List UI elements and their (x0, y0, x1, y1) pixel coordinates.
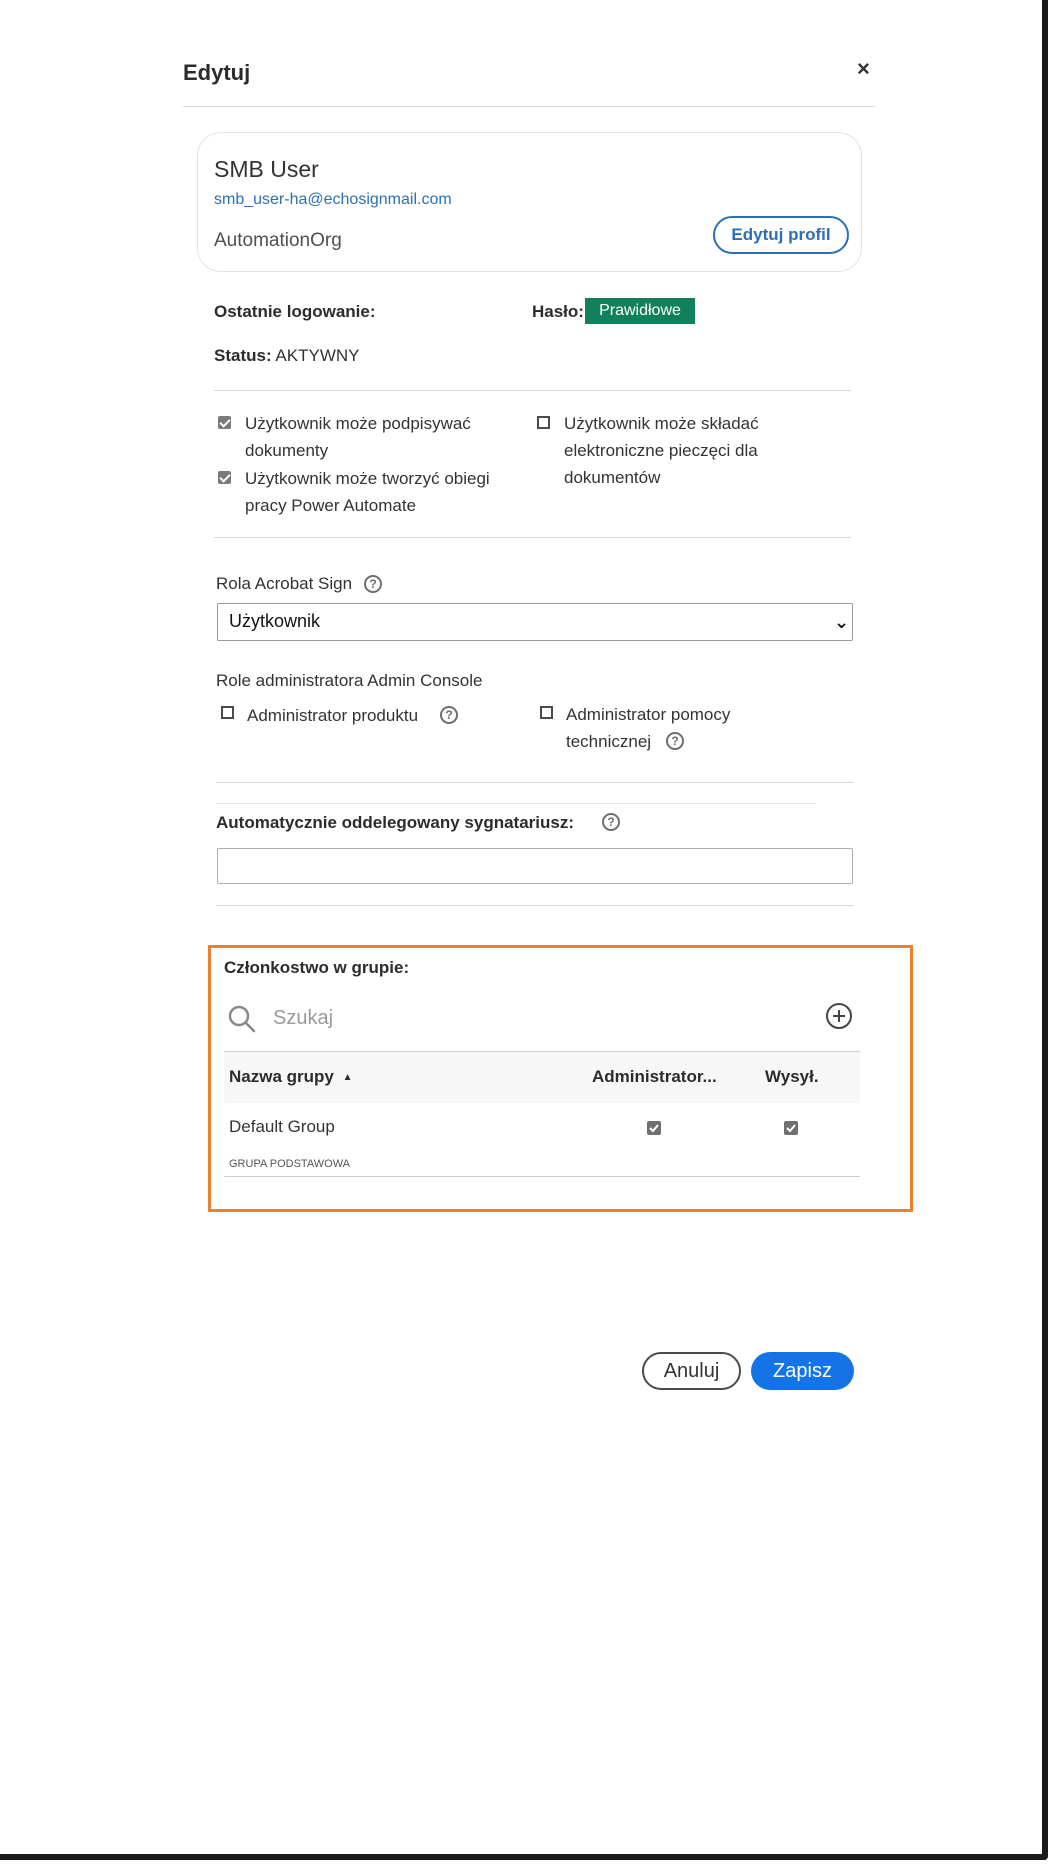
last-login-label: Ostatnie logowanie: (214, 302, 376, 321)
group-search-input[interactable]: Szukaj (273, 1007, 334, 1029)
dialog-title: Edytuj (183, 60, 251, 85)
edit-profile-button[interactable]: Edytuj profil (713, 216, 849, 254)
status-value: AKTYWNY (275, 346, 360, 365)
support-line-1: Administrator pomocy (566, 705, 731, 724)
sign-line-1: Użytkownik może podpisywać (245, 414, 471, 433)
col-group-name[interactable] (229, 1067, 353, 1087)
group-subtitle: GRUPA PODSTAWOWA (229, 1158, 351, 1170)
delegate-input[interactable] (217, 848, 853, 884)
support-line-2 (566, 728, 730, 755)
power-line-1: Użytkownik może tworzyć obiegi (245, 469, 490, 488)
header-divider (183, 106, 875, 107)
sign-documents-label (245, 410, 471, 464)
divider-1 (214, 390, 851, 391)
user-org: AutomationOrg (214, 230, 342, 251)
sort-asc-icon: ▲ (342, 1072, 353, 1084)
role-select-value: Użytkownik (229, 611, 321, 631)
help-icon[interactable]: ? (364, 575, 382, 593)
help-icon[interactable]: ? (440, 706, 458, 724)
power-line-2: pracy Power Automate (245, 496, 417, 515)
checkbox-checked-icon[interactable] (647, 1121, 661, 1135)
chevron-down-icon: ⌄ (834, 612, 850, 632)
password-label: Hasło: (532, 302, 584, 321)
add-circle-icon[interactable] (824, 1001, 854, 1036)
checkbox-power-automate[interactable] (218, 471, 231, 484)
seal-line-1: Użytkownik może składać (564, 414, 759, 433)
support-line-2-text: technicznej (566, 732, 652, 751)
checkbox-checked-icon[interactable] (784, 1121, 798, 1135)
col-send[interactable]: Wysył. (765, 1067, 819, 1086)
delegate-label: Automatycznie oddelegowany sygnatariusz: (216, 813, 575, 832)
divider-5 (216, 905, 853, 906)
search-icon (227, 1004, 257, 1039)
col-group-name-label: Nazwa grupy (229, 1067, 334, 1086)
checkbox-product-admin[interactable] (221, 706, 234, 719)
divider-2 (214, 537, 851, 538)
col-admin[interactable]: Administrator... (592, 1067, 717, 1086)
product-admin-label: Administrator produktu (247, 706, 419, 725)
cancel-button[interactable]: Anuluj (642, 1352, 741, 1390)
close-icon[interactable]: × (857, 56, 870, 81)
password-status-badge: Prawidłowe (585, 298, 695, 324)
checkbox-electronic-seal[interactable] (537, 416, 550, 429)
role-label: Rola Acrobat Sign (216, 574, 353, 593)
admin-roles-label: Role administratora Admin Console (216, 671, 483, 690)
help-icon[interactable]: ? (602, 813, 620, 831)
checkbox-support-admin[interactable] (540, 706, 553, 719)
divider-4 (216, 803, 816, 804)
electronic-seal-label (564, 410, 759, 491)
user-email: smb_user-ha@echosignmail.com (214, 191, 452, 208)
row-divider (224, 1176, 860, 1177)
group-name: Default Group (229, 1117, 335, 1136)
sign-line-2: dokumenty (245, 441, 329, 460)
status-line (214, 346, 359, 366)
help-icon[interactable]: ? (666, 732, 684, 750)
divider-3 (216, 782, 853, 783)
status-label: Status: (214, 346, 272, 365)
groups-title: Członkostwo w grupie: (224, 958, 410, 977)
checkbox-sign-documents[interactable] (218, 416, 231, 429)
seal-line-2: elektroniczne pieczęci dla (564, 441, 758, 460)
save-button[interactable]: Zapisz (751, 1352, 854, 1390)
seal-line-3: dokumentów (564, 468, 661, 487)
power-automate-label (245, 465, 490, 519)
user-name: SMB User (214, 156, 319, 182)
support-admin-label (566, 701, 730, 755)
